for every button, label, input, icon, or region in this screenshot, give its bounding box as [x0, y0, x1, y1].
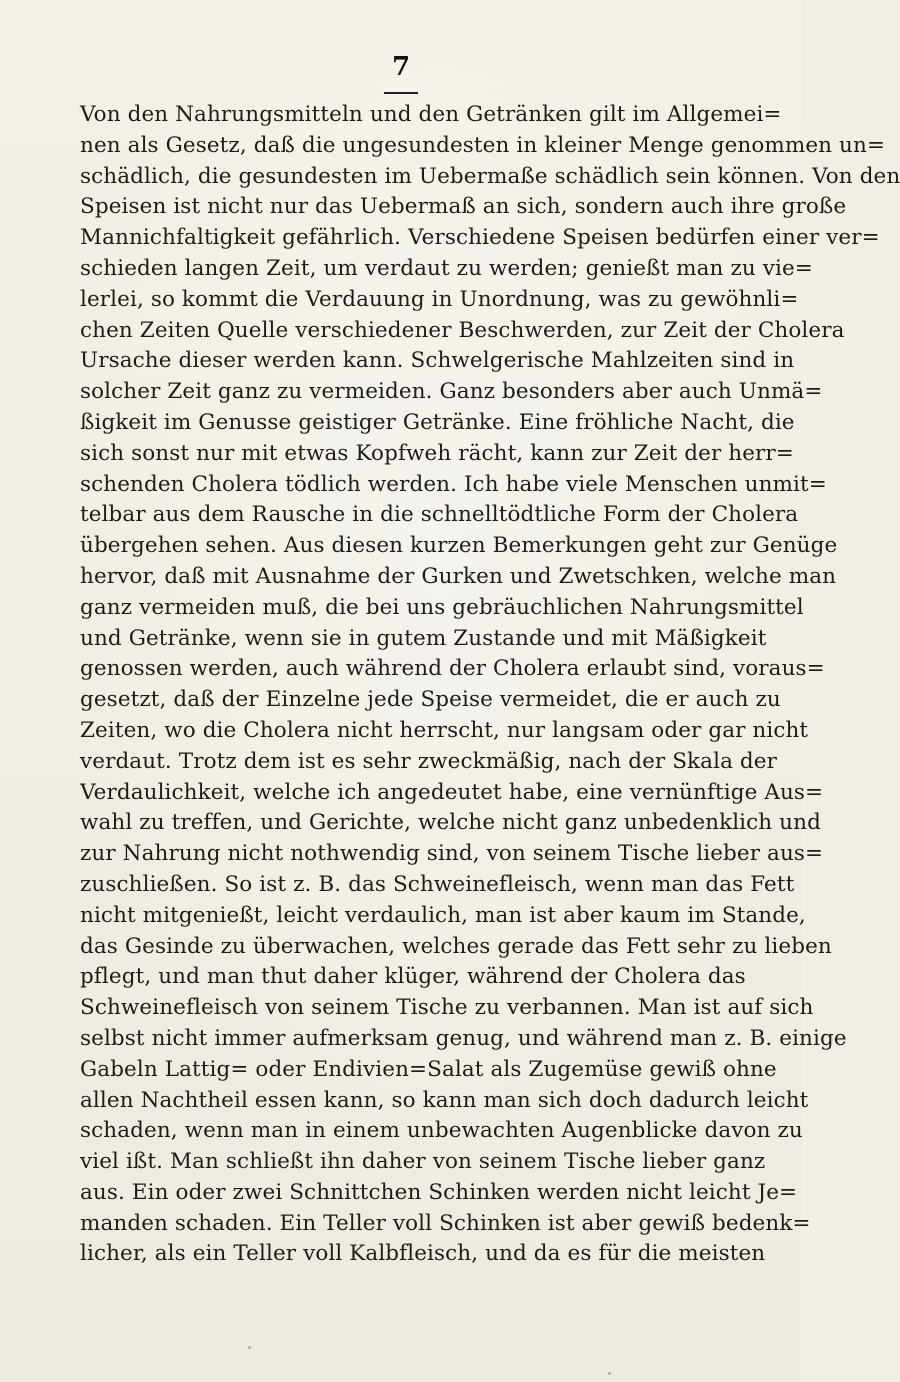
- text-line: pflegt, und man thut daher klüger, während der Cholera das: [80, 964, 746, 990]
- page-number: 7: [392, 52, 411, 82]
- text-line: Zeiten, wo die Cholera nicht herrscht, nur langsam oder gar nicht: [80, 717, 809, 743]
- text-line: solcher Zeit ganz zu vermeiden. Ganz besonders aber auch Unmä=: [80, 379, 823, 405]
- text-line: Speisen ist nicht nur das Uebermaß an sich, sondern auch ihre große: [80, 194, 847, 220]
- text-line: aus. Ein oder zwei Schnittchen Schinken werden nicht leicht Je=: [80, 1179, 798, 1205]
- text-line: schieden langen Zeit, um verdaut zu werden; genießt man zu vie=: [80, 255, 813, 281]
- text-line: viel ißt. Man schließt ihn daher von seinem Tische lieber ganz: [80, 1149, 766, 1175]
- text-line: manden schaden. Ein Teller voll Schinken ist aber gewiß bedenk=: [80, 1210, 811, 1236]
- text-line: genossen werden, auch während der Cholera erlaubt sind, voraus=: [80, 656, 825, 682]
- text-line: schaden, wenn man in einem unbewachten Augenblicke davon zu: [80, 1118, 803, 1144]
- paper-speck: [608, 1372, 611, 1375]
- text-line: telbar aus dem Rausche in die schnelltödtliche Form der Cholera: [80, 502, 799, 528]
- paper-speck: [248, 1346, 251, 1349]
- text-line: ganz vermeiden muß, die bei uns gebräuchlichen Nahrungsmittel: [80, 594, 804, 620]
- text-line: wahl zu treffen, und Gerichte, welche nicht ganz unbedenklich und: [80, 810, 821, 836]
- text-line: lerlei, so kommt die Verdauung in Unordnung, was zu gewöhnli=: [80, 286, 799, 312]
- text-line: chen Zeiten Quelle verschiedener Beschwerden, zur Zeit der Cholera: [80, 317, 845, 343]
- text-line: das Gesinde zu überwachen, welches gerade das Fett sehr zu lieben: [80, 933, 832, 959]
- text-line: verdaut. Trotz dem ist es sehr zweckmäßig, nach der Skala der: [80, 748, 777, 774]
- text-line: Von den Nahrungsmitteln und den Getränken gilt im Allgemei=: [80, 102, 782, 127]
- text-line: schädlich, die gesundesten im Uebermaße schädlich sein können. Von den: [80, 163, 900, 189]
- text-line: Schweinefleisch von seinem Tische zu verbannen. Man ist auf sich: [80, 995, 814, 1021]
- text-line: und Getränke, wenn sie in gutem Zustande und mit Mäßigkeit: [80, 625, 767, 651]
- text-line: zur Nahrung nicht nothwendig sind, von seinem Tische lieber aus=: [80, 841, 824, 867]
- text-line: nicht mitgenießt, leicht verdaulich, man ist aber kaum im Stande,: [80, 902, 806, 928]
- text-line: licher, als ein Teller voll Kalbfleisch, und da es für die meisten: [80, 1241, 766, 1267]
- text-line: allen Nachtheil essen kann, so kann man sich doch dadurch leicht: [80, 1087, 809, 1113]
- text-line: zuschließen. So ist z. B. das Schweinefleisch, wenn man das Fett: [80, 871, 795, 897]
- body-text: [80, 100, 900, 1270]
- text-line: sich sonst nur mit etwas Kopfweh rächt, kann zur Zeit der herr=: [80, 440, 794, 466]
- text-line: Gabeln Lattig= oder Endivien=Salat als Zugemüse gewiß ohne: [80, 1056, 777, 1082]
- paper-speck: [781, 1102, 784, 1105]
- text-line: gesetzt, daß der Einzelne jede Speise vermeidet, die er auch zu: [80, 687, 781, 713]
- text-line: übergehen sehen. Aus diesen kurzen Bemerkungen geht zur Genüge: [80, 533, 838, 559]
- text-line: Ursache dieser werden kann. Schwelgerische Mahlzeiten sind in: [80, 348, 795, 374]
- text-line: Mannichfaltigkeit gefährlich. Verschiedene Speisen bedürfen einer ver=: [80, 225, 880, 251]
- text-line: schenden Cholera tödlich werden. Ich habe viele Menschen unmit=: [80, 471, 827, 497]
- text-line: nen als Gesetz, daß die ungesundesten in kleiner Menge genommen un=: [80, 132, 886, 158]
- text-line: selbst nicht immer aufmerksam genug, und während man z. B. einige: [80, 1025, 847, 1051]
- page-number-rule: [384, 92, 418, 94]
- text-line: hervor, daß mit Ausnahme der Gurken und Zwetschken, welche man: [80, 563, 837, 589]
- text-line: Verdaulichkeit, welche ich angedeutet habe, eine vernünftige Aus=: [80, 779, 824, 805]
- text-line: ßigkeit im Genusse geistiger Getränke. Eine fröhliche Nacht, die: [80, 409, 795, 435]
